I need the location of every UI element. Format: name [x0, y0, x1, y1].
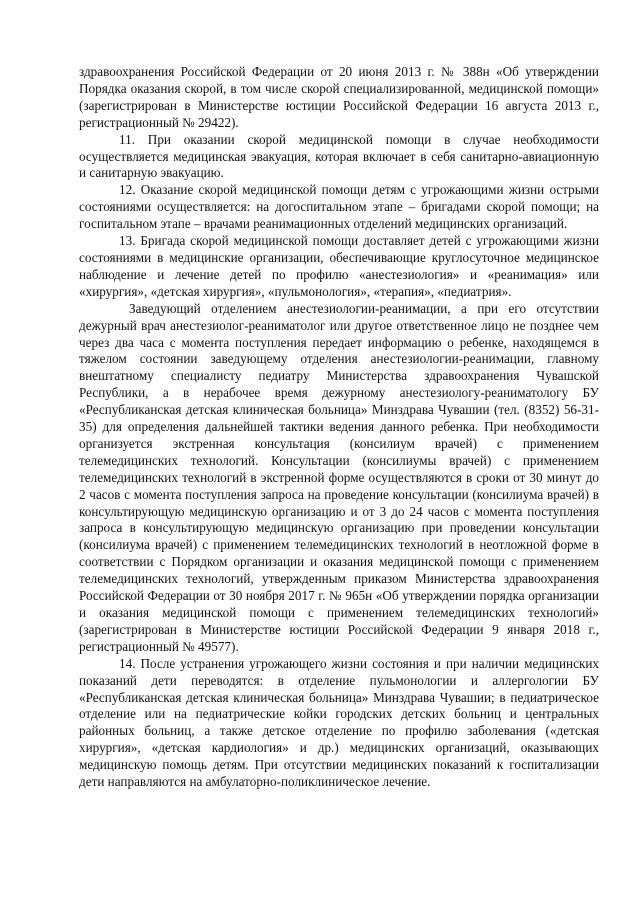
paragraph-continued-order-388n: здравоохранения Российской Федерации от 20 июня 2013 г. № 388н «Об утверждении Порядка оказания скорой, в том числе скорой специализированной, медицинской помощи» (зарегистрирован в Министерстве юстиции Российской Федерации 16 августа 2013 г., регистрационный № 29422). [79, 64, 599, 130]
paragraph-13-ambulance-delivery: 13. Бригада скорой медицинской помощи доставляет детей с угрожающими жизни состояниями в медицинские организации, обеспечивающие круглосуточное медицинское наблюдение и лечение детей по профилю «анестезиология» и «реанимация» или «хирургия», «детская хирургия», «пульмонология», «терапия», «педиатрия». [79, 233, 599, 299]
paragraph-12-emergency-care-children: 12. Оказание скорой медицинской помощи детям с угрожающими жизни острыми состояниями осуществляется: на догоспитальном этапе – бригадами скорой помощи; на госпитальном этапе – врачами реанимационных отделений медицинских организаций. [79, 182, 599, 232]
document-page [79, 64, 599, 791]
paragraph-head-of-department-telemedicine: Заведующий отделением анестезиологии-реанимации, а при его отсутствии дежурный врач анестезиолог-реаниматолог или другое ответственное лицо не позднее чем через два часа с момента поступления передает информацию о ребенке, находящемся в тяжелом состоянии заведующему отделения анестезиологии-реанимации, главному внештатному специалисту педиатру Министерства здравоохранения Чувашской Республики, а в нерабочее время дежурному анестезиологу-реаниматологу БУ «Республиканская детская клиническая больница» Минздрава Чувашии (тел. (8352) 56-31-35) для определения дальнейшей тактики ведения данного ребенка. При необходимости организуется экстренная консультация (консилиум врачей) с применением телемедицинских технологий. Консультации (консилиумы врачей) с применением телемедицинских технологий в экстренной форме осуществляются в сроки от 30 минут до 2 часов с момента поступления запроса на проведение консультации (консилиума врачей) в консультирующую медицинскую организацию и от 3 до 24 часов с момента поступления запроса в консультирующую медицинскую организацию при проведении консультации (консилиума врачей) с применением телемедицинских технологий в неотложной форме в соответствии с Порядком организации и оказания медицинской помощи с применением телемедицинских технологий, утвержденным приказом Министерства здравоохранения Российской Федерации от 30 ноября 2017 г. № 965н «Об утверждении порядка организации и оказания медицинской помощи с применением телемедицинских технологий» (зарегистрирован в Министерстве юстиции Российской Федерации 9 января 2018 г., регистрационный № 49577). [79, 300, 599, 654]
paragraph-14-transfer-after-stabilization: 14. После устранения угрожающего жизни состояния и при наличии медицинских показаний дети переводятся: в отделение пульмонологии и аллергологии БУ «Республиканская детская клиническая больница» Минздрава Чувашии; в педиатрическое отделение или на педиатрические койки городских детских больниц и центральных районных больниц, а также детское отделение по профилю заболевания («детская хирургия», «детская кардиология» и др.) медицинских организаций, оказывающих медицинскую помощь детям. При отсутствии медицинских показаний к госпитализации дети направляются на амбулаторно-поликлиническое лечение. [79, 655, 599, 790]
paragraph-11-medical-evacuation: 11. При оказании скорой медицинской помощи в случае необходимости осуществляется медицинская эвакуация, которая включает в себя санитарно-авиационную и санитарную эвакуацию. [79, 131, 599, 181]
